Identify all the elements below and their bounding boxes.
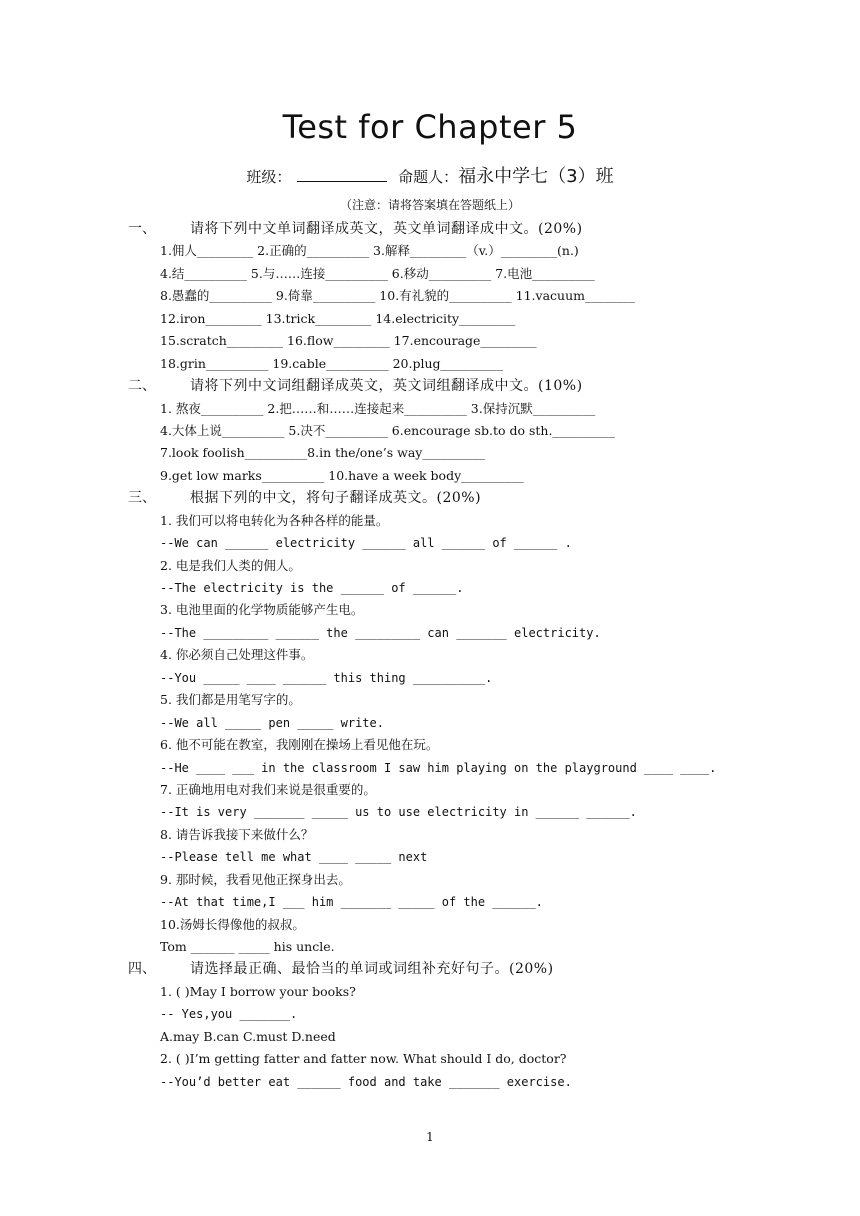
class-blank bbox=[297, 167, 387, 182]
question-line: 9.get low marks__________ 10.have a week body__________ bbox=[160, 467, 524, 483]
answer-line: --Please tell me what ____ _____ next bbox=[160, 850, 428, 865]
section-number: 一、 bbox=[128, 221, 156, 237]
section-heading bbox=[128, 958, 748, 980]
page-title: Test for Chapter 5 bbox=[282, 108, 578, 146]
question-line: 8.愚蠢的__________ 9.倚靠__________ 10.有礼貌的__________ 11.vacuum________ bbox=[160, 288, 636, 304]
question-line: 4. 你必须自己处理这件事。 bbox=[160, 647, 314, 663]
page-number: 1 bbox=[426, 1130, 434, 1144]
answer-line: --He ____ ___ in the classroom I saw him playing on the playground ____ ____. bbox=[160, 760, 717, 775]
section-number: 二、 bbox=[128, 378, 156, 395]
section-heading bbox=[128, 487, 748, 509]
answer-line: --The _________ ______ the _________ can _______ electricity. bbox=[160, 625, 601, 640]
question-line: 1. ( )May I borrow your books? bbox=[160, 983, 356, 999]
answer-line: --You _____ ____ ______ this thing __________. bbox=[160, 670, 493, 685]
maker-value: 福永中学七（3）班 bbox=[458, 166, 614, 187]
question-line: 15.scratch_________ 16.flow_________ 17.encourage_________ bbox=[160, 333, 537, 349]
question-line: 7. 正确地用电对我们来说是很重要的。 bbox=[160, 781, 376, 797]
class-line bbox=[0, 162, 860, 188]
question-line: 1.佣人_________ 2.正确的__________ 3.解释_________（v.）_________(n.) bbox=[160, 243, 579, 259]
question-line: 2. ( )I’m getting fatter and fatter now. What should I do, doctor? bbox=[160, 1051, 567, 1067]
question-line: 8. 请告诉我接下来做什么？ bbox=[160, 826, 314, 842]
section-title: 请将下列中文单词翻译成英文，英文单词翻译成中文。(20%) bbox=[190, 221, 583, 237]
test-content bbox=[128, 218, 748, 1093]
question-line: 5. 我们都是用笔写字的。 bbox=[160, 692, 301, 708]
answer-line: --The electricity is the ______ of ______. bbox=[160, 581, 464, 595]
maker-label: 命题人： bbox=[398, 168, 459, 186]
section-heading bbox=[128, 218, 748, 240]
question-line: 3. 电池里面的化学物质能够产生电。 bbox=[160, 602, 364, 618]
answer-line: --At that time,I ___ him _______ _____ of the ______. bbox=[160, 895, 543, 910]
section-heading bbox=[128, 375, 748, 397]
section-title: 根据下列的中文，将句子翻译成英文。(20%) bbox=[190, 490, 482, 507]
question-line: A.may B.can C.must D.need bbox=[160, 1028, 336, 1044]
question-line: 4.结__________ 5.与……连接__________ 6.移动__________ 7.电池__________ bbox=[160, 265, 595, 281]
question-line: 7.look foolish__________8.in the/one’s way__________ bbox=[160, 445, 485, 461]
question-line: 1. 熬夜__________ 2.把……和……连接起来__________ 3.保持沉默__________ bbox=[160, 400, 596, 416]
question-line: 12.iron_________ 13.trick_________ 14.electricity_________ bbox=[160, 310, 516, 326]
answer-line: --We can ______ electricity ______ all ______ of ______ . bbox=[160, 536, 572, 551]
question-line: 1. 我们可以将电转化为各种各样的能量。 bbox=[160, 512, 389, 528]
answer-line: --You’d better eat ______ food and take _______ exercise. bbox=[160, 1074, 572, 1089]
section-number: 三、 bbox=[128, 490, 156, 507]
question-line: 4.大体上说__________ 5.决不__________ 6.encourage sb.to do sth.__________ bbox=[160, 422, 615, 438]
section-number: 四、 bbox=[128, 961, 156, 978]
section-title: 请将下列中文词组翻译成英文，英文词组翻译成中文。(10%) bbox=[190, 378, 583, 395]
class-label: 班级： bbox=[246, 168, 292, 186]
section-title: 请选择最正确、最恰当的单词或词组补充好句子。(20%) bbox=[190, 961, 554, 978]
answer-line: -- Yes,you _______. bbox=[160, 1007, 298, 1022]
question-line: 9. 那时候，我看见他正探身出去。 bbox=[160, 871, 351, 887]
note: （注意：请将答案填在答题纸上） bbox=[339, 198, 520, 212]
question-line: Tom _______ _____ his uncle. bbox=[160, 939, 335, 954]
question-line: 18.grin__________ 19.cable__________ 20.plug__________ bbox=[160, 355, 504, 371]
answer-line: --It is very _______ _____ us to use electricity in ______ ______. bbox=[160, 805, 637, 820]
answer-line: --We all _____ pen _____ write. bbox=[160, 715, 384, 730]
question-line: 10.汤姆长得像他的叔叔。 bbox=[160, 916, 305, 932]
question-line: 2. 电是我们人类的佣人。 bbox=[160, 557, 301, 573]
question-line: 6. 他不可能在教室，我刚刚在操场上看见他在玩。 bbox=[160, 737, 439, 753]
